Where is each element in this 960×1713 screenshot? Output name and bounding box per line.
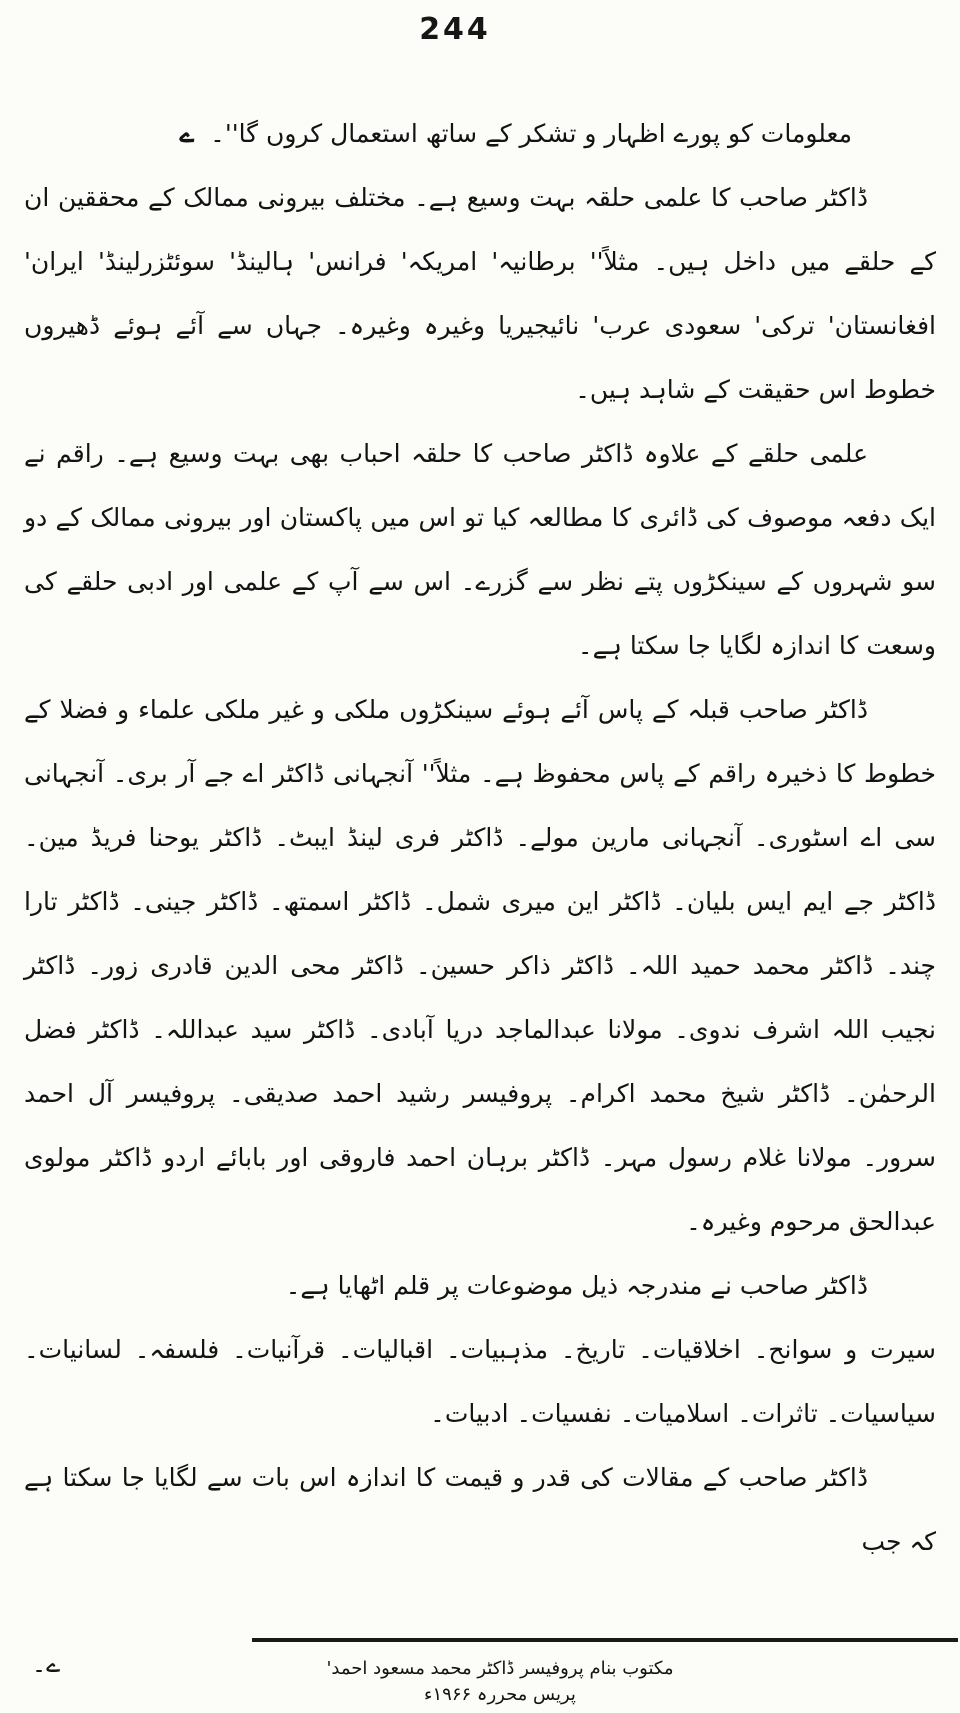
- paragraph-topics-intro: ڈاکٹر صاحب نے مندرجہ ذیل موضوعات پر قلم اٹھایا ہے۔: [285, 1271, 868, 1300]
- footnote-marker: ے۔: [32, 1650, 61, 1678]
- quote-continuation-line: [24, 102, 936, 166]
- footnote-ref-mark: ے: [179, 119, 195, 148]
- page-number: 244: [419, 12, 491, 47]
- quote-text: معلومات کو پورے اظہار و تشکر کے ساتھ استعمال کروں گا''۔: [210, 119, 852, 148]
- paragraph-circle-of-friends: علمی حلقے کے علاوہ ڈاکٹر صاحب کا حلقہ احباب بھی بہت وسیع ہے۔ راقم نے ایک دفعہ موصوف کی ڈائری کا مطالعہ کیا تو اس میں پاکستان اور بیرونی ممالک کے دو سو شہروں کے سینکڑوں پتے نظر سے گزرے۔ اس سے آپ کے علمی اور ادبی حلقے کی وسعت کا اندازہ لگایا جا سکتا ہے۔: [24, 439, 936, 660]
- paragraph-scholarly-circle: ڈاکٹر صاحب کا علمی حلقہ بہت وسیع ہے۔ مختلف بیرونی ممالک کے محققین ان کے حلقے میں داخل ہیں۔ مثلاً'' برطانیہ' امریکہ' فرانس' ہالینڈ' سوئٹزرلینڈ' ایران' افغانستان' ترکی' سعودی عرب' نائیجیریا وغیرہ وغیرہ۔ جہاں سے آئے ہوئے ڈھیروں خطوط اس حقیقت کے شاہد ہیں۔: [24, 183, 936, 404]
- paragraph-topics-list: سیرت و سوانح۔ اخلاقیات۔ تاریخ۔ مذہبیات۔ اقبالیات۔ قرآنیات۔ فلسفہ۔ لسانیات۔ سیاسیات۔ تاثرات۔ اسلامیات۔ نفسیات۔ ادبیات۔: [24, 1335, 936, 1428]
- footnote-divider-rule: [252, 1638, 958, 1642]
- paragraph-articles-value: ڈاکٹر صاحب کے مقالات کی قدر و قیمت کا اندازہ اس بات سے لگایا جا سکتا ہے کہ جب: [24, 1463, 936, 1556]
- page-body: [24, 102, 936, 1574]
- footnote: [0, 1650, 960, 1704]
- paragraph-letters-archive: ڈاکٹر صاحب قبلہ کے پاس آئے ہوئے سینکڑوں ملکی و غیر ملکی علماء و فضلا کے خطوط کا ذخیرہ راقم کے پاس محفوظ ہے۔ مثلاً'' آنجہانی ڈاکٹر اے جے آر بری۔ آنجہانی سی اے اسٹوری۔ آنجہانی مارین مولے۔ ڈاکٹر فری لینڈ ایبٹ۔ ڈاکٹر یوحنا فریڈ مین۔ ڈاکٹر جے ایم ایس بلیان۔ ڈاکٹر این میری شمل۔ ڈاکٹر اسمتھ۔ ڈاکٹر جینی۔ ڈاکٹر تارا چند۔ ڈاکٹر محمد حمید اللہ۔ ڈاکٹر ذاکر حسین۔ ڈاکٹر محی الدین قادری زور۔ ڈاکٹر نجیب اللہ اشرف ندوی۔ مولانا عبدالماجد دریا آبادی۔ ڈاکٹر سید عبداللہ۔ ڈاکٹر فضل الرحمٰن۔ ڈاکٹر شیخ محمد اکرام۔ پروفیسر رشید احمد صدیقی۔ پروفیسر آل احمد سرور۔ مولانا غلام رسول مہر۔ ڈاکٹر برہان احمد فاروقی اور بابائے اردو ڈاکٹر مولوی عبدالحق مرحوم وغیرہ۔: [24, 695, 936, 1236]
- footnote-text: مکتوب بنام پروفیسر ڈاکٹر محمد مسعود احمد' پریس محررہ ۱۹۶۶ء: [326, 1658, 674, 1705]
